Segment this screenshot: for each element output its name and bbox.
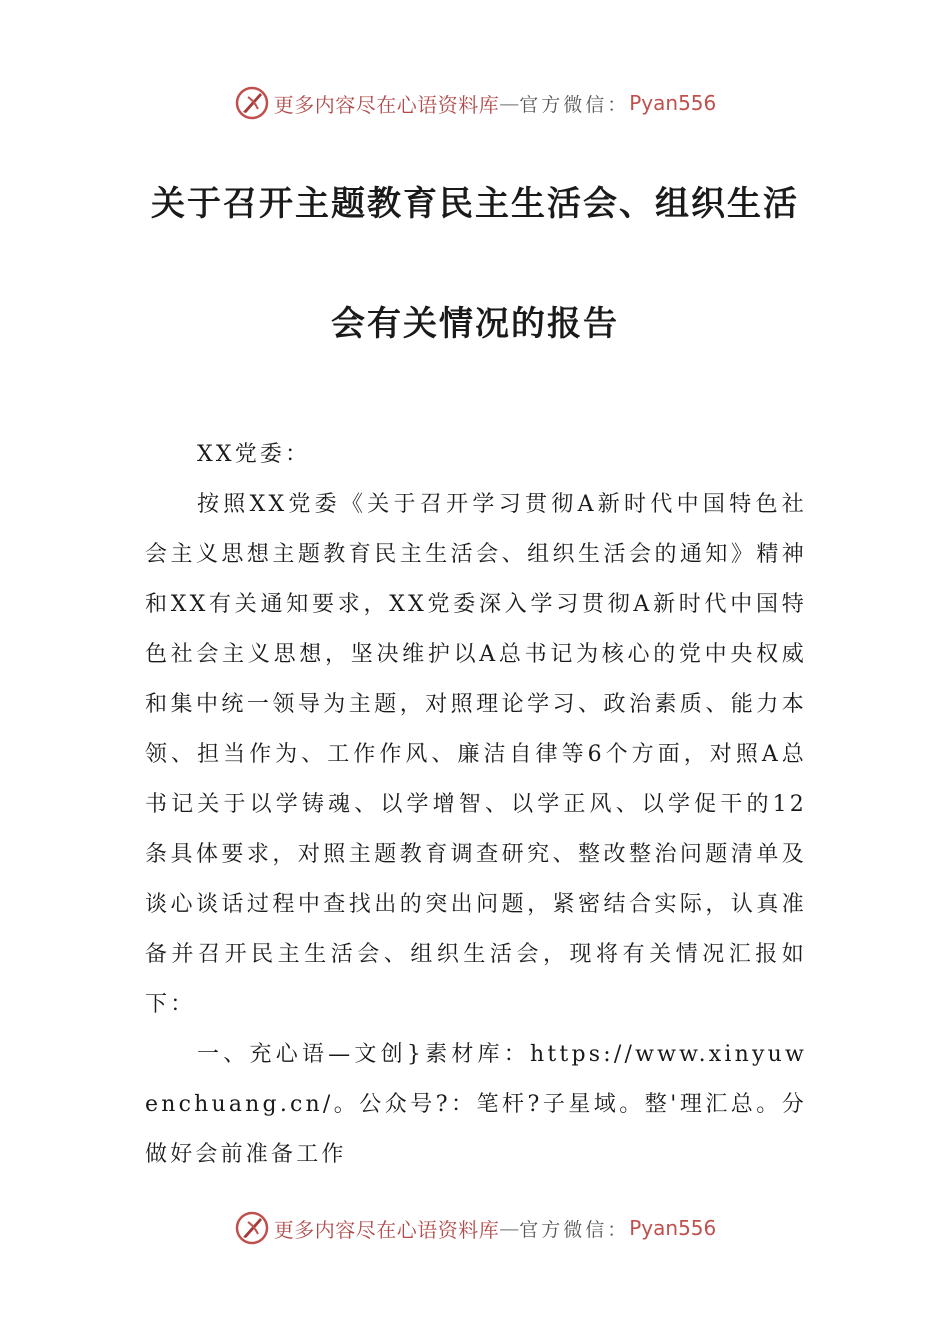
document-body	[145, 430, 807, 1180]
paragraph-1: 按照XX党委《关于召开学习贯彻A新时代中国特色社会主义思想主题教育民主生活会、组织生活会的通知》精神和XX有关通知要求，XX党委深入学习贯彻A新时代中国特色社会主义思想，坚决维护以A总书记为核心的党中央权威和集中统一领导为主题，对照理论学习、政治素质、能力本领、担当作为、工作作风、廉洁自律等6个方面，对照A总书记关于以学铸魂、以学增智、以学正风、以学促干的12条具体要求，对照主题教育调查研究、整改整治问题清单及谈心谈话过程中查找出的突出问题，紧密结合实际，认真准备并召开民主生活会、组织生活会，现将有关情况汇报如下：	[145, 492, 807, 1017]
paragraph-2: 一、充心语—文创}素材库：https://www.xinyuwenchuang.cn/。公众号?：笔杆?子星域。整'理汇总。分做好会前准备工作	[145, 1042, 807, 1167]
document-title-line2: 会有关情况的报告	[331, 304, 619, 344]
watermark-text: 更多内容尽在心语资料库	[273, 1217, 500, 1242]
watermark-separator: —	[499, 1216, 520, 1240]
quill-logo-icon	[234, 85, 270, 121]
watermark-wechat-id: Pyan556	[629, 1216, 717, 1240]
salutation: XX党委：	[197, 442, 311, 467]
watermark-wechat-label: 官方微信：	[519, 93, 630, 116]
watermark-banner-bottom	[0, 1208, 950, 1248]
watermark-banner-top	[0, 83, 950, 123]
watermark-wechat-label: 官方微信：	[519, 1218, 630, 1241]
document-title-line1: 关于召开主题教育民主生活会、组织生活	[151, 184, 799, 224]
watermark-wechat-id: Pyan556	[629, 91, 717, 115]
watermark-text: 更多内容尽在心语资料库	[273, 92, 500, 117]
watermark-separator: —	[499, 91, 520, 115]
quill-logo-icon	[234, 1210, 270, 1246]
